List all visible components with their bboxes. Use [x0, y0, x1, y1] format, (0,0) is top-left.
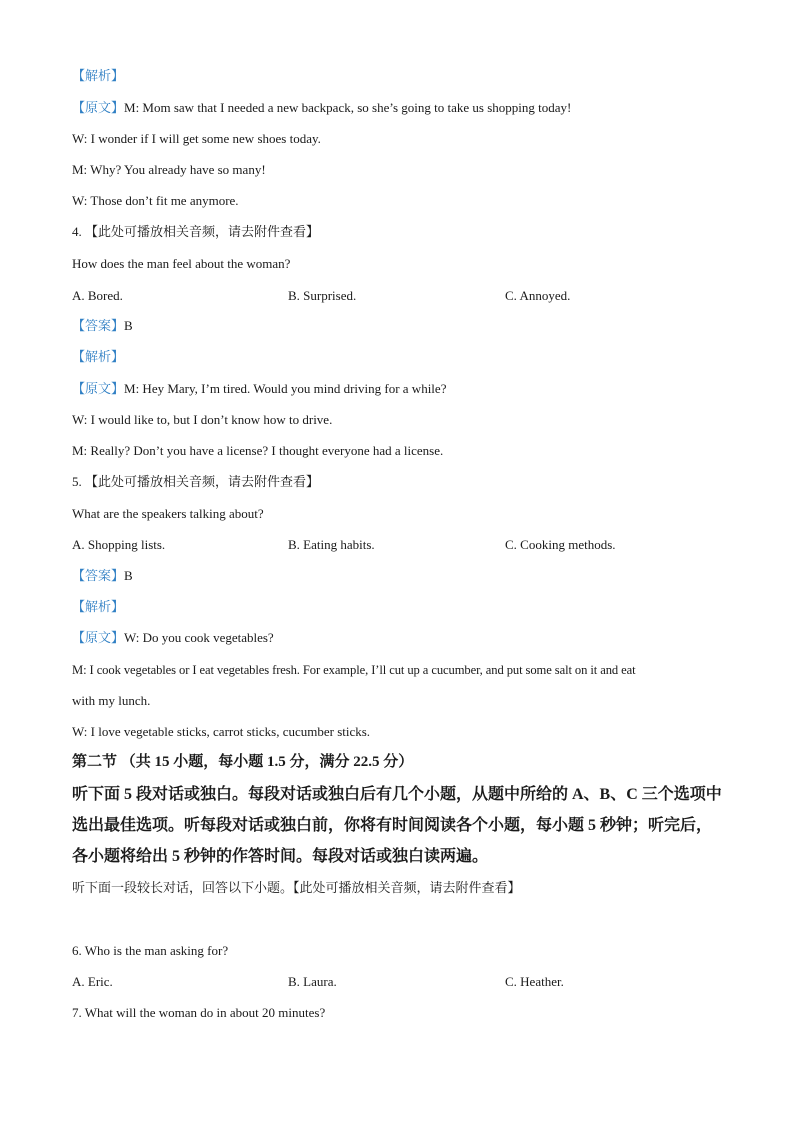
answer-tag: 【答案】	[72, 318, 125, 333]
option-a: A. Eric.	[72, 974, 113, 989]
script-line	[72, 630, 274, 646]
question-text: 6. Who is the man asking for?	[72, 943, 229, 958]
option-a: A. Shopping lists.	[72, 537, 166, 552]
script-text: M: Hey Mary, I’m tired. Would you mind driving for a while?	[124, 381, 447, 396]
script-line: W: Those don’t fit me anymore.	[72, 193, 239, 208]
answer-value: B	[124, 318, 133, 333]
answer-line	[72, 568, 133, 584]
script-line	[72, 381, 446, 397]
answer-tag: 【答案】	[72, 568, 125, 583]
answer-line	[72, 318, 133, 334]
script-tag: 【原文】	[72, 100, 125, 115]
listening-prompt: 听下面一段较长对话，回答以下小题。【此处可播放相关音频，请去附件查看】	[72, 880, 521, 895]
section-instruction: 选出最佳选项。听每段对话或独白前，你将有时间阅读各个小题，每小题 5 秒钟；听完后，	[72, 817, 713, 834]
option-b: B. Surprised.	[288, 288, 357, 303]
question-text: 7. What will the woman do in about 20 minutes?	[72, 1005, 326, 1020]
script-line: W: I would like to, but I don’t know how to drive.	[72, 412, 333, 427]
analysis-tag: 【解析】	[72, 599, 125, 614]
analysis-tag: 【解析】	[72, 68, 125, 83]
script-line: W: I wonder if I will get some new shoes today.	[72, 131, 321, 146]
script-line: M: I cook vegetables or I eat vegetables fresh. For example, I’ll cut up a cucumber, and put some salt on it and eat	[72, 663, 636, 677]
section-heading: 第二节 （共 15 小题，每小题 1.5 分，满分 22.5 分）	[72, 754, 414, 770]
option-c: C. Heather.	[505, 974, 564, 989]
script-text: W: Do you cook vegetables?	[124, 630, 274, 645]
script-line: M: Why? You already have so many!	[72, 162, 266, 177]
script-line: W: I love vegetable sticks, carrot sticks, cucumber sticks.	[72, 724, 371, 739]
option-c: C. Cooking methods.	[505, 537, 616, 552]
analysis-tag: 【解析】	[72, 349, 125, 364]
answer-value: B	[124, 568, 133, 583]
question-text: How does the man feel about the woman?	[72, 256, 291, 271]
script-line	[72, 100, 571, 116]
question-number-line: 4. 【此处可播放相关音频，请去附件查看】	[72, 224, 320, 239]
script-tag: 【原文】	[72, 381, 125, 396]
option-a: A. Bored.	[72, 288, 123, 303]
script-tag: 【原文】	[72, 630, 125, 645]
option-b: B. Laura.	[288, 974, 337, 989]
section-instruction: 听下面 5 段对话或独白。每段对话或独白后有几个小题，从题中所给的 A、B、C 三个选项中	[72, 786, 722, 803]
option-c: C. Annoyed.	[505, 288, 571, 303]
question-number-line: 5. 【此处可播放相关音频，请去附件查看】	[72, 474, 320, 489]
section-instruction: 各小题将给出 5 秒钟的作答时间。每段对话或独白读两遍。	[72, 848, 489, 865]
script-line: with my lunch.	[72, 693, 151, 708]
script-text: M: Mom saw that I needed a new backpack, so she’s going to take us shopping today!	[124, 100, 572, 115]
option-b: B. Eating habits.	[288, 537, 375, 552]
script-line: M: Really? Don’t you have a license? I thought everyone had a license.	[72, 443, 444, 458]
question-text: What are the speakers talking about?	[72, 506, 264, 521]
